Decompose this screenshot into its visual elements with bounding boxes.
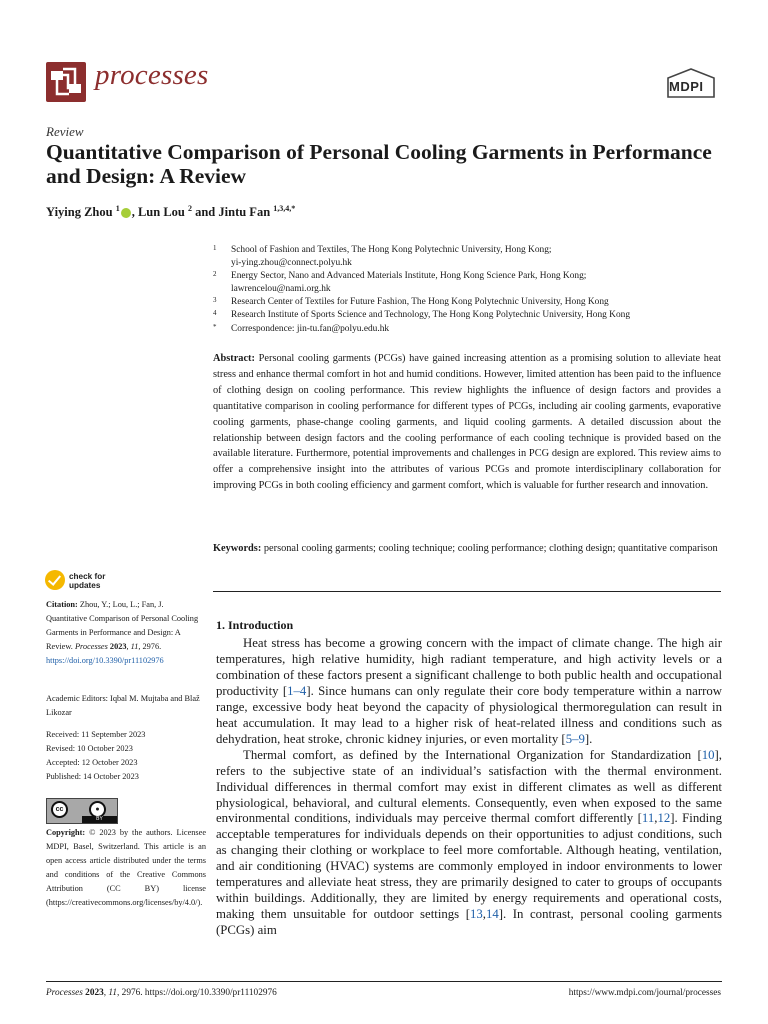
check-updates-label: check for updates [69,572,106,590]
affiliation-line: Correspondence: jin-tu.fan@polyu.edu.hk [231,323,390,334]
date-published: Published: 14 October 2023 [46,772,139,782]
citation-journal: Processes [74,642,108,652]
academic-editors: Academic Editors: Iqbal M. Mujtaba and Blaž Likozar [46,694,200,718]
affiliation-number: 2 [213,270,217,279]
section-divider [213,591,721,592]
abstract-label: Abstract: [213,353,255,364]
citation: Citation: Zhou, Y.; Lou, L.; Fan, J. Quantitative Comparison of Personal Cooling Garments in Performance and Design: A Review. Processes 2023, 11, 2976. https://doi.org/10.3390/pr11102976 [46,600,199,666]
date-received: Received: 11 September 2023 [46,730,146,739]
check-for-updates-button[interactable] [45,569,125,595]
journal-url-link[interactable]: https://www.mdpi.com/journal/processes [568,988,721,998]
author-list: Yiying Zhou $^1$ , Lun Lou $^2$ and Jintu Fan $^{1,3,4,*}$ [46,204,296,220]
cc-by-license-icon[interactable] [46,798,118,824]
reference-link[interactable]: 14 [485,907,499,922]
reference-link[interactable]: 11 [641,811,655,826]
affiliation-line: Research Institute of Sports Science and Technology, The Hong Kong Polytechnic University, Hong Kong [231,310,631,321]
footer-citation: Processes 2023, 11, 2976. https://doi.org/10.3390/pr11102976 [46,988,277,998]
reference-link[interactable]: 5–9 [565,731,585,746]
affiliation-line: Energy Sector, Nano and Advanced Materials Institute, Hong Kong Science Park, Hong Kong; [231,271,587,282]
affiliation-number: 1 [213,244,217,252]
copyright-text: © 2023 by the authors. Licensee MDPI, Basel, Switzerland. This article is an open access article distributed under the terms and conditions of the Creative Commons Attribution (CC BY) license (https://creativecommons.org/licenses/by/4.0/). [46,828,206,908]
affiliation-line: Research Center of Textiles for Future Fashion, The Hong Kong Polytechnic University, Hong Kong [231,297,609,308]
keywords-label: Keywords: [213,543,262,554]
cc-icon: cc [51,801,68,818]
article-type: Review [46,124,84,139]
journal-logo-icon[interactable] [46,62,86,102]
affiliation-item [213,296,733,309]
publication-dates [46,728,206,784]
affiliation-item [213,270,733,296]
author-affiliation-marker: 2 [187,204,192,213]
date-revised: Revised: 10 October 2023 [46,744,133,754]
abstract [213,351,721,494]
affiliation-item [213,244,733,270]
citation-doi-link[interactable]: https://doi.org/10.3390/pr11102976 [46,656,164,666]
keywords [213,541,721,557]
attribution-person-icon: ● [89,801,106,818]
copyright-label: Copyright: [46,828,86,837]
journal-name[interactable]: processes [95,59,209,91]
citation-text: Zhou, Y.; Lou, L.; Fan, J. Quantitative Comparison of Personal Cooling Garments in Performance and Design: A Review. [46,600,199,652]
keywords-text: personal cooling garments; cooling technique; cooling performance; clothing design; quantitative comparison [263,543,718,554]
affiliation-number: * [213,322,217,331]
author-affiliation-marker: 1 [115,204,120,213]
check-badge-icon [45,570,65,590]
abstract-text: Personal cooling garments (PCGs) have gained increasing attention as a promising solution to alleviate heat stress and enhance thermal comfort in hot and humid conditions. However, limited attention has been paid to the influence of clothing design on cooling performance. This review highlights the influence of design factors and provides a quantitative comparison in cooling performance for different types of PCGs, including air cooling garments, evaporative cooling garments, phase-change cooling garments, and liquid cooling garments. A detailed discussion about the relationship between design factors and the cooling performance of each cooling technique is provided based on the available literature. Furthermore, potential improvements and challenges in PCG design are explored. This review aims to offer a comprehensive insight into the attributes of various PCGs and promote interdisciplinary collaboration for improving PCGs in both cooling efficiency and garment comfort, which is valuable for further research and innovation. [213,353,721,492]
affiliation-line: lawrencelou@nami.org.hk [231,284,331,295]
reference-link[interactable]: 1–4 [287,683,307,698]
author-affiliation-marker: 1,3,4,* [273,204,296,213]
affiliations [213,244,733,336]
reference-link[interactable]: 12 [657,811,671,826]
author-name[interactable]: Jintu Fan [218,205,274,220]
footer-volume: 11 [108,988,118,998]
footer-year: 2023 [85,988,104,998]
orcid-icon[interactable] [121,208,131,218]
copyright-notice [46,826,206,911]
citation-pages: , 2976. [138,642,162,652]
paragraph: Thermal comfort, as defined by the International Organization for Standardization [10], refers to the subjective state of an individual’s satisfaction with the thermal environment. Individual differences in thermal comfort may exist in different climates as well as different physiological, behavioral, and cultural elements. Consequently, even when exposed to the same environmental conditions, individuals may perceive thermal comfort differently [11,12]. Finding acceptable temperatures for individuals depends on their opportunities to adjust conditions, such as changing their clothing or workplace to feel more comfortable. Although heating, ventilation, and air conditioning (HVAC) systems are commonly employed in indoor environments to lower temperatures and alleviate heat stress, they are primarily designed to cater to groups of occupants within buildings. Additionally, they are limited by energy requirements and operational costs, making them unsuitable for outdoor settings [13,14]. In contrast, personal cooling garments (PCGs) aim [216,747,722,938]
affiliation-item [213,323,733,336]
processes-flow-logo-icon [46,62,86,102]
affiliation-number: 4 [213,309,217,318]
reference-link[interactable]: 10 [701,747,715,762]
mdpi-logo-text: MDPI [669,79,704,94]
mdpi-logo[interactable] [664,66,718,100]
author-name[interactable]: Yiying Zhou [46,205,116,220]
footer-doi: , 2976. https://doi.org/10.3390/pr11102976 [117,988,277,998]
affiliation-item [213,309,733,322]
affiliation-line: School of Fashion and Textiles, The Hong Kong Polytechnic University, Hong Kong; [231,245,552,255]
paragraph: Heat stress has become a growing concern with the impact of climate change. The high air temperatures, high relative humidity, high radiant temperature, and high activity levels or a combination of these factors present a significant challenge to both public health and occupational productivity [1–4]. Since humans can only regulate their core body temperature within a narrow range, excessive body heat beyond the capacity of physiological thermoregulation can result in heat accumulation. It may lead to a higher risk of heat-related illness and conditions such as dehydration, heat stroke, chronic kidney injuries, or even mortality [5–9]. [216,636,722,746]
footer-divider [46,981,722,982]
by-label: BY [82,816,117,823]
section-heading-introduction: 1. Introduction [216,618,294,632]
reference-link[interactable]: 13 [469,907,483,922]
citation-volume: 11 [130,642,139,652]
citation-year: 2023 [109,642,127,652]
citation-label: Citation: [46,600,78,609]
introduction-body [216,636,722,939]
author-name[interactable]: Lun Lou [137,205,188,220]
affiliation-line: yi-ying.zhou@connect.polyu.hk [231,258,352,269]
affiliation-number: 3 [213,296,217,305]
date-accepted: Accepted: 12 October 2023 [46,758,138,768]
footer-journal: Processes [46,988,83,998]
article-title: Quantitative Comparison of Personal Cooling Garments in Performance and Design: A Review [46,140,712,188]
